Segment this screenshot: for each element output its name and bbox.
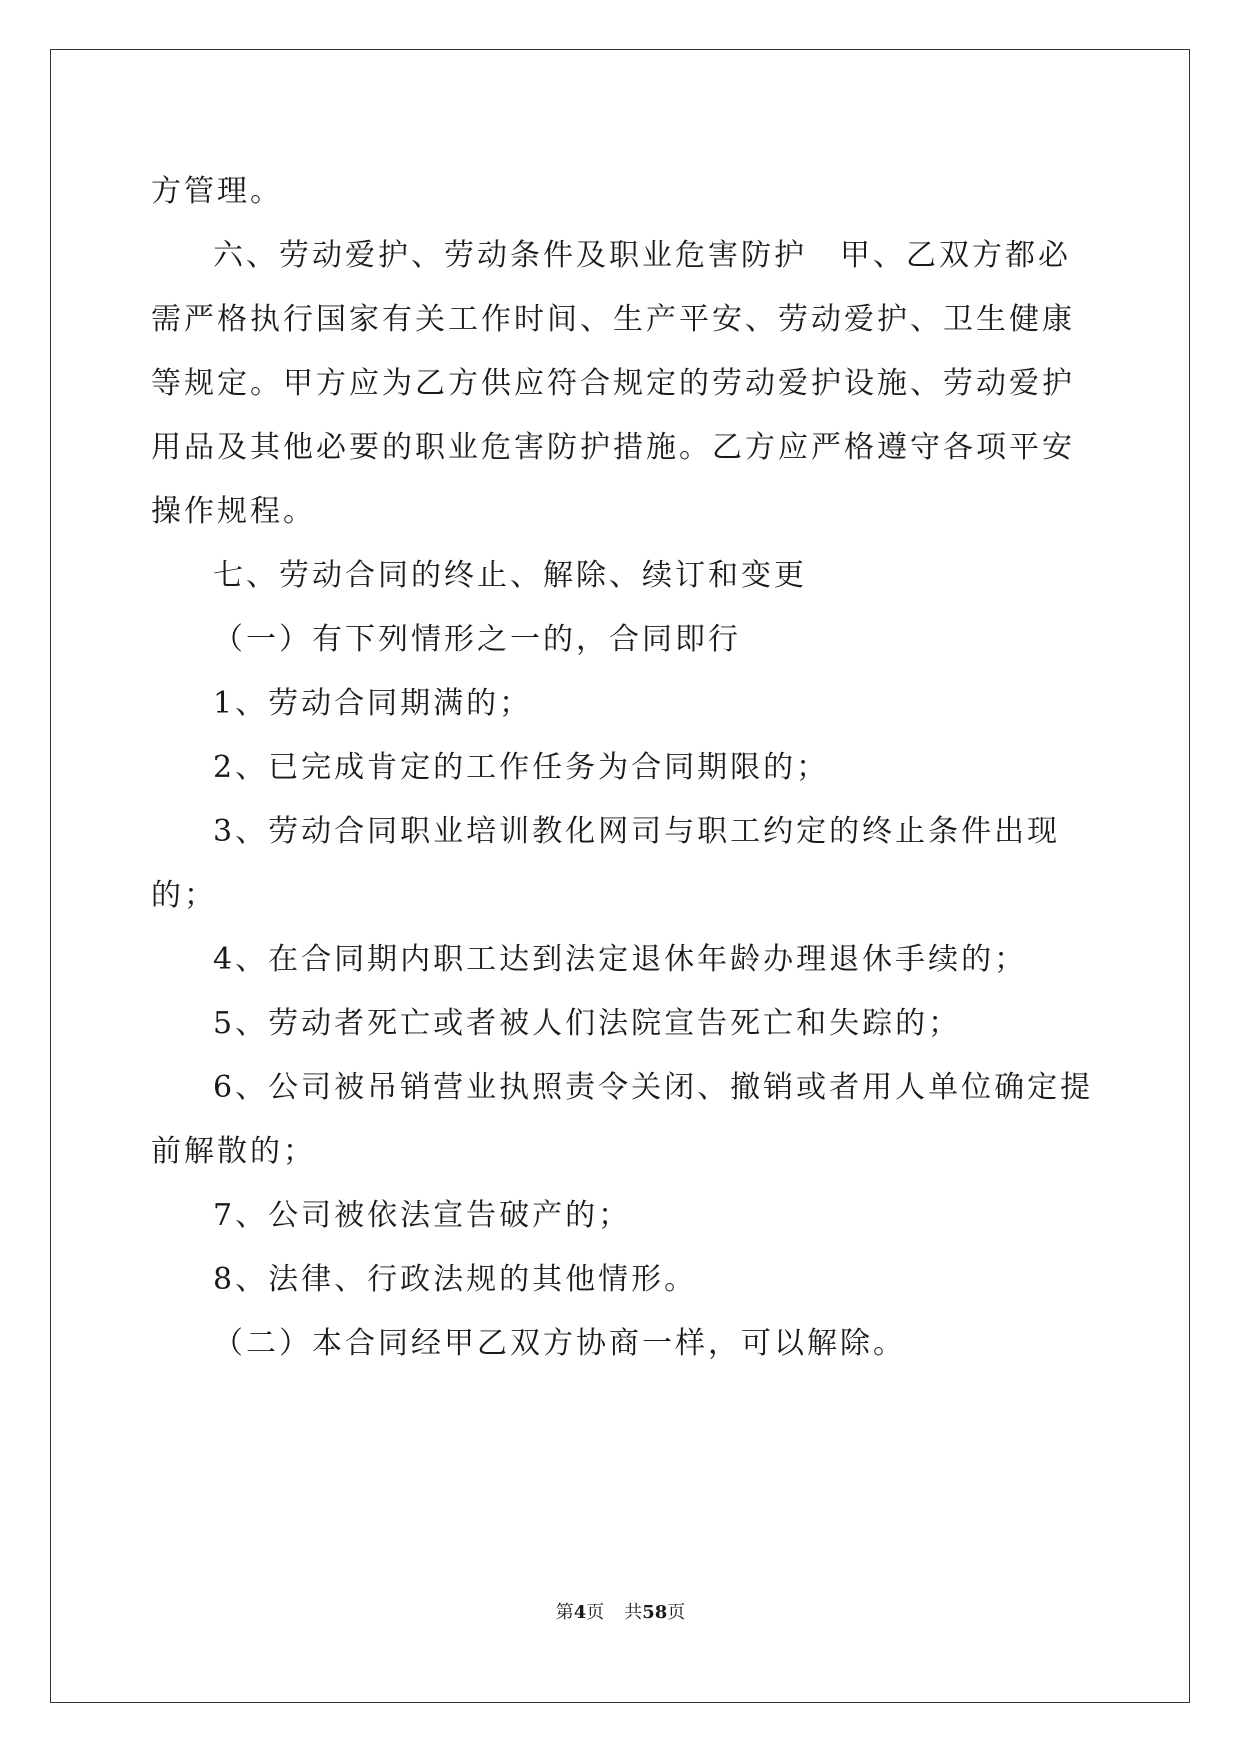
paragraph-10: 6、公司被吊销营业执照责令关闭、撤销或者用人单位确定提前解散的； (151, 1070, 1094, 1169)
paragraph-1: 方管理。 (151, 174, 283, 209)
total-pages: 58 (642, 1602, 668, 1623)
paragraph-3: 七、劳动合同的终止、解除、续订和变更 (213, 558, 807, 593)
paragraph-7: 3、劳动合同职业培训教化网司与职工约定的终止条件出现的； (151, 814, 1061, 913)
document-body (151, 160, 1096, 1376)
total-prefix: 共 (624, 1602, 643, 1623)
paragraph-12: 8、法律、行政法规的其他情形。 (213, 1262, 698, 1297)
page-footer (0, 1598, 1241, 1624)
page-prefix: 第 (555, 1602, 574, 1623)
paragraph-6: 2、已完成肯定的工作任务为合同期限的； (213, 750, 830, 785)
paragraph-4: （一）有下列情形之一的，合同即行 (213, 622, 741, 657)
paragraph-11: 7、公司被依法宣告破产的； (213, 1198, 632, 1233)
paragraph-13: （二）本合同经甲乙双方协商一样，可以解除。 (213, 1326, 906, 1361)
paragraph-9: 5、劳动者死亡或者被人们法院宣告死亡和失踪的； (213, 1006, 962, 1041)
paragraph-8: 4、在合同期内职工达到法定退休年龄办理退休手续的； (213, 942, 1028, 977)
paragraph-5: 1、劳动合同期满的； (213, 686, 533, 721)
page-number: 4 (573, 1602, 587, 1623)
page-suffix: 页 (586, 1602, 605, 1623)
total-suffix: 页 (667, 1602, 686, 1623)
paragraph-2: 六、劳动爱护、劳动条件及职业危害防护 甲、乙双方都必需严格执行国家有关工作时间、生产平安、劳动爱护、卫生健康等规定。甲方应为乙方供应符合规定的劳动爱护设施、劳动爱护用品及其他必要的职业危害防护措施。乙方应严格遵守各项平安操作规程。 (151, 238, 1075, 529)
